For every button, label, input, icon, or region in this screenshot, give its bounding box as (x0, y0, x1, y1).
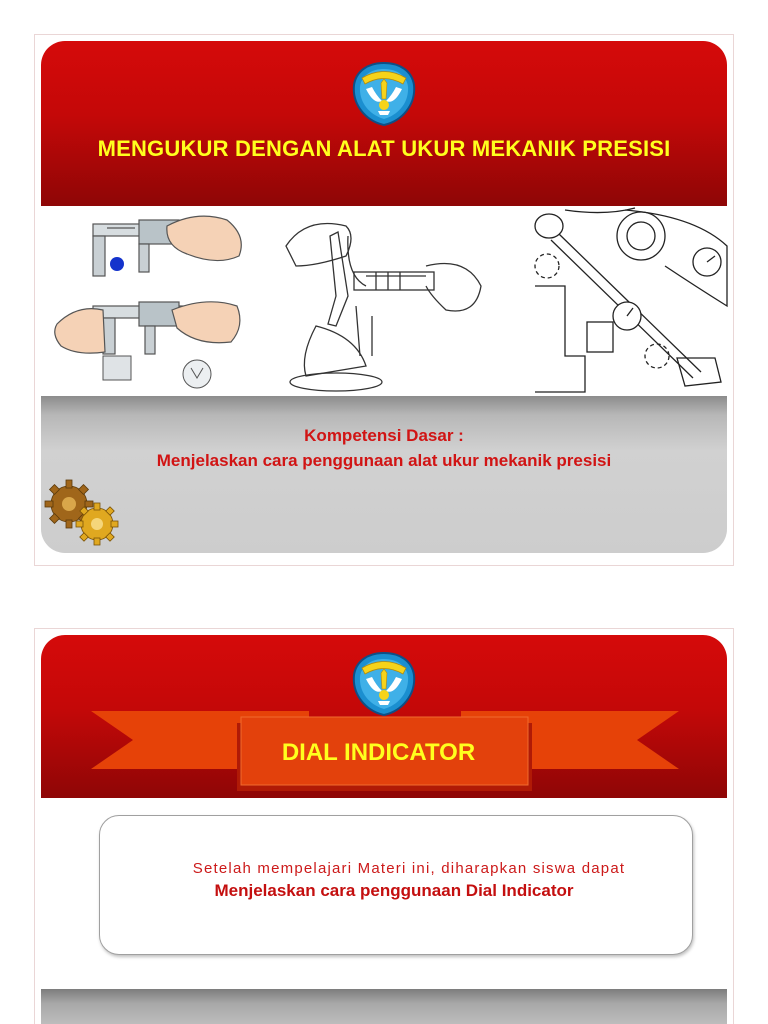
slide-2-title: DIAL INDICATOR (281, 739, 476, 766)
slide-1 (34, 34, 734, 566)
kompetensi-panel (41, 396, 727, 553)
slide-2 (34, 628, 734, 1024)
objective-text: Menjelaskan cara penggunaan Dial Indicator (214, 881, 574, 900)
kompetensi-text: Menjelaskan cara penggunaan alat ukur mekanik presisi (156, 451, 612, 470)
slide-1-title: MENGUKUR DENGAN ALAT UKUR MEKANIK PRESISI (97, 136, 671, 161)
objective-box (99, 815, 693, 955)
illustration-strip (41, 206, 727, 396)
slide-1-header (41, 41, 727, 206)
dial-indicator-setup-illustration-icon (525, 206, 731, 396)
gears-icon (43, 478, 123, 548)
vernier-caliper-illustration-icon (47, 206, 247, 396)
micrometer-illustration-icon (276, 206, 486, 396)
kompetensi-label: Kompetensi Dasar : (304, 426, 464, 445)
tut-wuri-handayani-logo-icon (352, 61, 416, 127)
grey-footer-strip (41, 989, 727, 1024)
objective-intro: Setelah mempelajari Materi ini, diharapkan siswa dapat (192, 860, 626, 877)
